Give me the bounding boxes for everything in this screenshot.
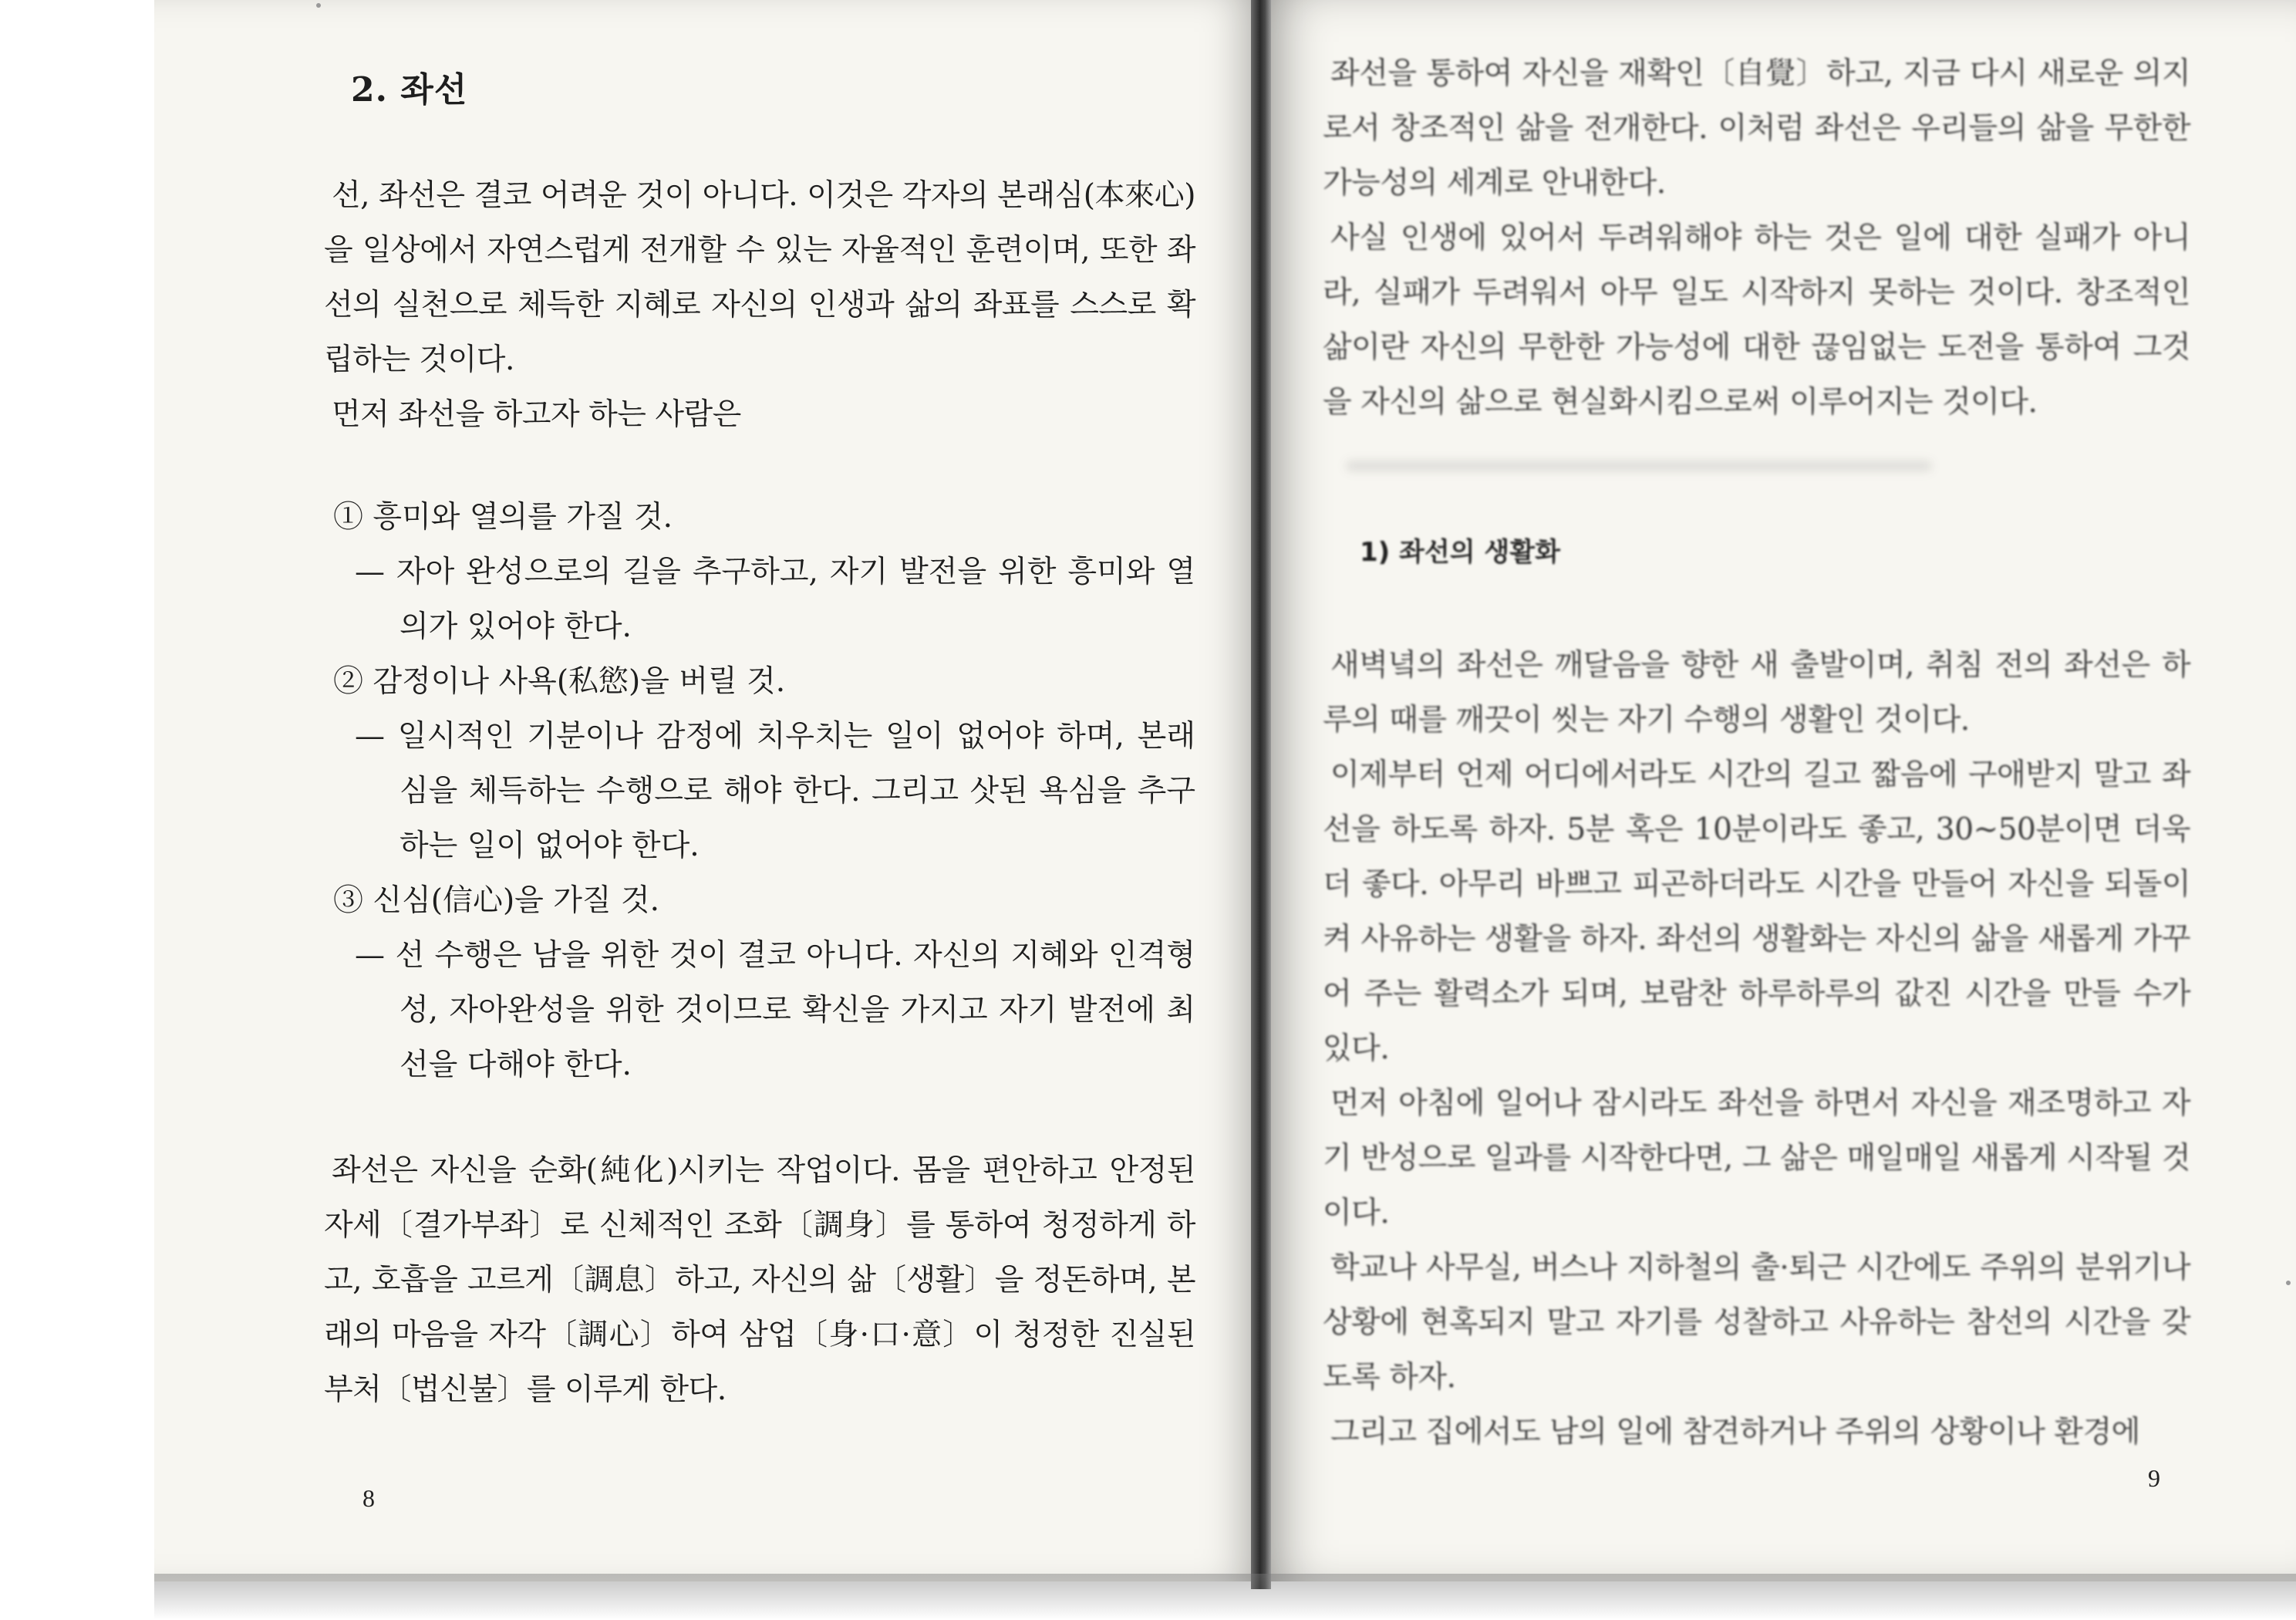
body-paragraph: 그리고 집에서도 남의 일에 참견하거나 주위의 상황이나 환경에 — [1330, 1415, 2140, 1450]
body-paragraph: 좌선을 통하여 자신을 재확인〔自覺〕하고, 지금 다시 새로운 의지로서 창조적인 삶을 전개한다. 이처럼 좌선은 우리들의 삶을 무한한 가능성의 세계로 안내한다. — [1323, 56, 2190, 201]
requirement-description: — 선 수행은 남을 위한 것이 결코 아니다. 자신의 지혜와 인격형성, 자아완성을 위한 것이므로 확신을 가지고 자기 발전에 최선을 다해야 한다. — [355, 938, 1195, 1082]
scan-speck — [316, 3, 321, 8]
right-bottom-text — [1323, 638, 2190, 1460]
requirement-title: ① 흥미와 열의를 가질 것. — [333, 500, 673, 535]
bleed-through-line — [1346, 461, 1932, 471]
body-paragraph: 사실 인생에 있어서 두려워해야 하는 것은 일에 대한 실패가 아니라, 실패가 두려워서 아무 일도 시작하지 못하는 것이다. 창조적인 삶이란 자신의 무한한 가능성에 대한 끊임없는 도전을 통하여 그것을 자신의 삶으로 현실화시킴으로써 이루어지는 것이다. — [1323, 221, 2190, 420]
body-paragraph: 학교나 사무실, 버스나 지하철의 출·퇴근 시간에도 주위의 분위기나 상황에 현혹되지 말고 자기를 성찰하고 사유하는 참선의 시간을 갖도록 하자. — [1323, 1250, 2190, 1395]
body-paragraph: 이제부터 언제 어디에서라도 시간의 길고 짧음에 구애받지 말고 좌선을 하도록 하자. 5분 혹은 10분이라도 좋고, 30~50분이면 더욱더 좋다. 아무리 바쁘고 피곤하더라도 시간을 만들어 자신을 되돌이켜 사유하는 생활을 하자. 좌선의 생활화는 자신의 삶을 새롭게 가꾸어 주는 활력소가 되며, 보람찬 하루하루의 값진 시간을 만들 수가 있다. — [1323, 758, 2190, 1066]
body-paragraph: 먼저 아침에 일어나 잠시라도 좌선을 하면서 자신을 재조명하고 자기 반성으로 일과를 시작한다면, 그 삶은 매일매일 새롭게 시작될 것이다. — [1323, 1086, 2190, 1230]
requirement-list — [324, 490, 1195, 1092]
book-gutter — [1251, 0, 1271, 1589]
subsection-heading: 1) 좌선의 생활화 — [1360, 537, 1560, 568]
lead-line: 먼저 좌선을 하고자 하는 사람은 — [332, 397, 741, 432]
scan-speck — [2286, 1281, 2291, 1285]
requirement-title: ② 감정이나 사욕(私慾)을 버릴 것. — [333, 664, 786, 699]
requirement-description: — 자아 완성으로의 길을 추구하고, 자기 발전을 위한 흥미와 열의가 있어야 한다. — [355, 555, 1195, 644]
spacer — [324, 1092, 1195, 1143]
page-bottom-shadow — [154, 1574, 2296, 1620]
intro-paragraph: 선, 좌선은 결코 어려운 것이 아니다. 이것은 각자의 본래심(本來心)을 일상에서 자연스럽게 전개할 수 있는 자율적인 훈련이며, 또한 좌선의 실천으로 체득한 지혜로 자신의 인생과 삶의 좌표를 스스로 확립하는 것이다. — [324, 178, 1195, 377]
body-paragraph: 새벽녘의 좌선은 깨달음을 향한 새 출발이며, 취침 전의 좌선은 하루의 때를 깨끗이 씻는 자기 수행의 생활인 것이다. — [1323, 648, 2190, 737]
page-number-left: 8 — [362, 1484, 375, 1512]
section-heading: 2. 좌선 — [351, 70, 468, 110]
spacer — [324, 442, 1195, 490]
left-page-content — [324, 62, 1195, 1417]
page-number-right: 9 — [2148, 1464, 2160, 1492]
closing-paragraph: 좌선은 자신을 순화(純化)시키는 작업이다. 몸을 편안하고 안정된 자세〔결가부좌〕로 신체적인 조화〔調身〕를 통하여 청정하게 하고, 호흡을 고르게〔調息〕하고, 자신의 삶〔생활〕을 정돈하며, 본래의 마음을 자각〔調心〕하여 삼업〔身·口·意〕이 청정한 진실된 부처〔법신불〕를 이루게 한다. — [324, 1153, 1195, 1407]
right-top-text — [1323, 46, 2190, 430]
requirement-description: — 일시적인 기분이나 감정에 치우치는 일이 없어야 하며, 본래심을 체득하는 수행으로 해야 한다. 그리고 삿된 욕심을 추구하는 일이 없어야 한다. — [355, 719, 1195, 863]
right-page-content — [1323, 46, 2190, 1460]
requirement-title: ③ 신심(信心)을 가질 것. — [333, 883, 660, 918]
